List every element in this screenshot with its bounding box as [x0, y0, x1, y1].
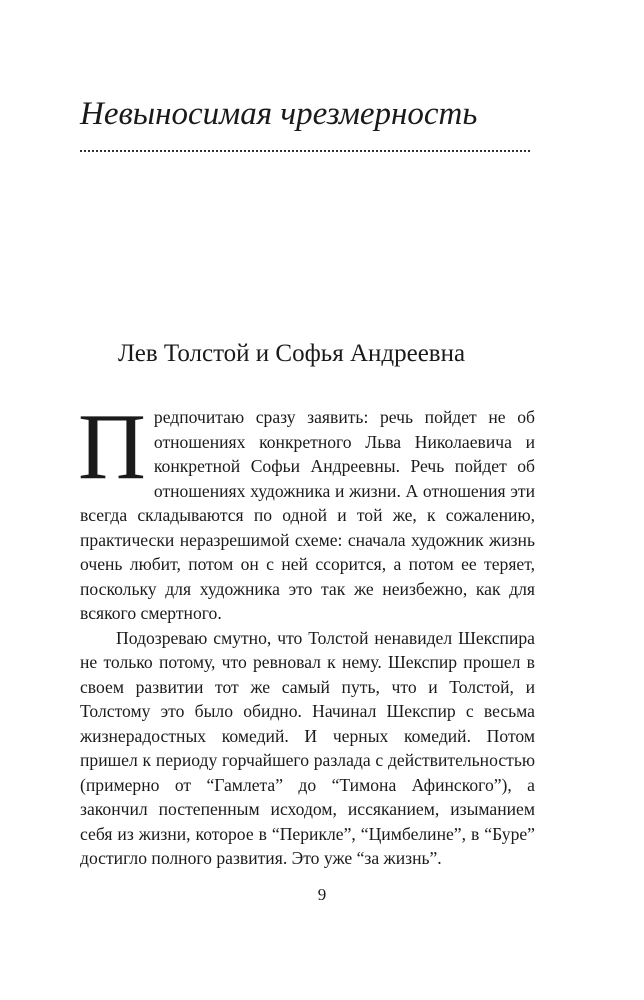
section-title: Лев Толстой и Софья Андреевна: [118, 340, 466, 367]
paragraph-text: Подозреваю смутно, что Толстой ненавидел Шекспира не только потому, что ревновал к нему. Шекспир прошел в своем развитии тот же самый путь, что и Толстой, и Толстому это было обидно. Начинал Шекспир с весьма жизнерадостных комедий. И черных комедий. Потом пришел к периоду горчайшего разлада с действительностью (примерно от “Гамлета” до “Тимона Афинского”), а закончил постепенным исходом, иссяканием, изыманием себя из жизни, которое в “Перикле”, “Цимбелине”, в “Буре” достигло полного развития. Это уже “за жизнь”.: [80, 627, 535, 868]
paragraph-text: редпочитаю сразу заявить: речь пойдет не об отношениях конкретного Льва Николаевича и конкретной Софьи Андреевны. Речь пойдет об отношениях художника и жизни. А отношения эти всегда складываются по одной и той же, к сожалению, практически неразрешимой схеме: сначала художник жизнь очень любит, потом он с ней ссорится, а потом ее теряет, поскольку для художника это так же неизбежно, как для всякого смертного.: [80, 407, 535, 623]
chapter-title: Невыносимая чрезмерность: [80, 96, 478, 132]
paragraph: [80, 626, 535, 871]
paragraph: [78, 395, 535, 626]
body-text: [78, 395, 535, 871]
drop-cap: П: [78, 395, 146, 499]
chapter-dotted-rule: [80, 150, 530, 152]
page-number: 9: [317, 885, 327, 904]
